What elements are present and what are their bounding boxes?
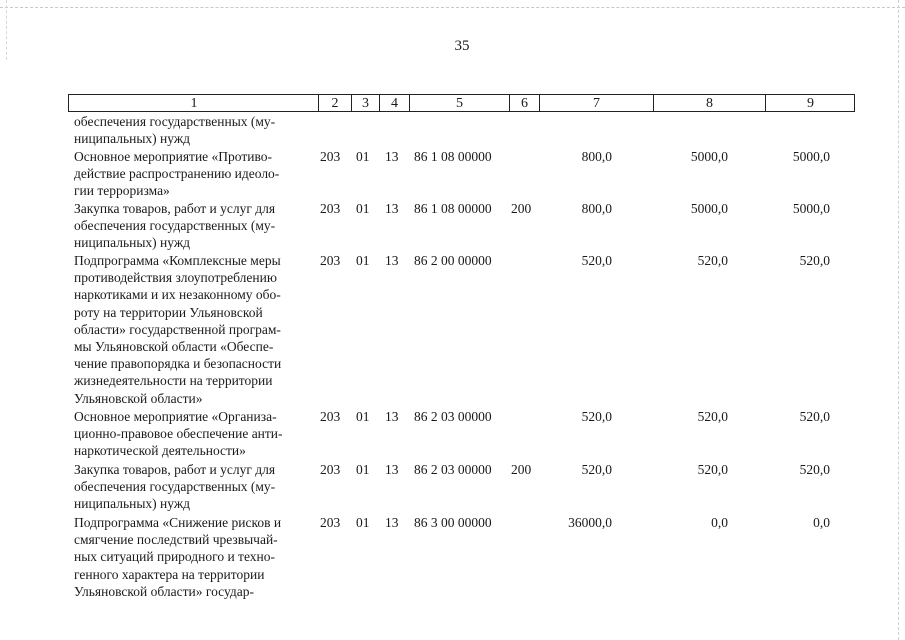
header-cell-9: 9	[765, 95, 855, 112]
name-line: гии терроризма»	[74, 183, 170, 199]
cell-pr: 01	[356, 515, 370, 530]
table-row-name	[74, 200, 310, 252]
cell-csr: 86 2 03 00000	[414, 409, 492, 424]
header-cell-8: 8	[653, 95, 765, 112]
cell-pr: 01	[356, 253, 370, 268]
cell-col4: 13	[385, 201, 399, 216]
name-line: противодействия злоупотреблению	[74, 270, 277, 286]
name-line: ных ситуаций природного и техно-	[74, 549, 275, 565]
scan-edge-top	[0, 7, 905, 8]
cell-sum-8: 0,0	[711, 515, 728, 530]
cell-rz: 203	[320, 201, 341, 216]
name-line: обеспечения государственных (му-	[74, 218, 276, 234]
cell-rz: 203	[320, 515, 341, 530]
header-cell-2: 2	[318, 95, 351, 112]
cell-sum-8: 520,0	[697, 409, 728, 424]
name-line: смягчение последствий чрезвычай-	[74, 532, 278, 548]
cell-csr: 86 1 08 00000	[414, 149, 492, 164]
cell-rz: 203	[320, 253, 341, 268]
cell-sum-7: 800,0	[581, 201, 612, 216]
cell-vr: 200	[511, 201, 532, 216]
cell-sum-8: 5000,0	[690, 149, 728, 164]
cell-csr: 86 2 03 00000	[414, 462, 492, 477]
cell-sum-7: 520,0	[581, 462, 612, 477]
header-cell-7: 7	[539, 95, 653, 112]
cell-rz: 203	[320, 149, 341, 164]
cell-pr: 01	[356, 149, 370, 164]
name-line: наркотиками и их незаконному обо-	[74, 287, 281, 303]
name-line: обеспечения государственных (му-	[74, 114, 276, 129]
name-line: Подпрограмма «Комплексные меры	[74, 253, 281, 268]
cell-col4: 13	[385, 253, 399, 268]
cell-sum-8: 5000,0	[690, 201, 728, 216]
header-cell-3: 3	[351, 95, 379, 112]
name-line: обеспечения государственных (му-	[74, 479, 276, 495]
cell-csr: 86 1 08 00000	[414, 201, 492, 216]
name-line: Подпрограмма «Снижение рисков и	[74, 515, 282, 530]
cell-rz: 203	[320, 409, 341, 424]
name-line: жизнедеятельности на территории	[74, 373, 273, 389]
cell-sum-9: 520,0	[799, 462, 830, 477]
table-row-name	[74, 113, 310, 147]
cell-sum-9: 5000,0	[792, 201, 830, 216]
header-cell-4: 4	[379, 95, 409, 112]
table-row-name	[74, 148, 310, 200]
cell-sum-9: 0,0	[813, 515, 830, 530]
cell-pr: 01	[356, 462, 370, 477]
header-cell-6: 6	[509, 95, 539, 112]
table-row-name	[74, 408, 310, 460]
name-line: мы Ульяновской области «Обеспе-	[74, 339, 274, 355]
cell-csr: 86 3 00 00000	[414, 515, 492, 530]
page-number: 35	[454, 38, 470, 54]
name-line: Закупка товаров, работ и услуг для	[74, 201, 276, 216]
name-line: ционно-правовое обеспечение анти-	[74, 426, 283, 442]
cell-pr: 01	[356, 409, 370, 424]
name-line: области» государственной програм-	[74, 321, 281, 337]
cell-csr: 86 2 00 00000	[414, 253, 492, 268]
name-line: генного характера на территории	[74, 566, 265, 582]
table-row-name	[74, 514, 310, 600]
cell-pr: 01	[356, 201, 370, 216]
scan-edge-left	[6, 0, 7, 60]
name-line: чение правопорядка и безопасности	[74, 356, 282, 372]
cell-sum-9: 520,0	[799, 409, 830, 424]
name-line: действие распространению идеоло-	[74, 166, 280, 182]
name-line: Ульяновской области» государ-	[74, 583, 254, 599]
header-cell-5: 5	[409, 95, 509, 112]
name-line: Основное мероприятие «Противо-	[74, 149, 273, 164]
name-line: ниципальных) нужд	[74, 235, 191, 251]
cell-col4: 13	[385, 409, 399, 424]
scan-edge-right	[898, 0, 899, 640]
cell-sum-8: 520,0	[697, 253, 728, 268]
cell-col4: 13	[385, 462, 399, 477]
cell-sum-7: 800,0	[581, 149, 612, 164]
name-line: наркотической деятельности»	[74, 443, 246, 459]
cell-sum-9: 520,0	[799, 253, 830, 268]
name-line: Ульяновской области»	[74, 390, 203, 406]
cell-sum-8: 520,0	[697, 462, 728, 477]
cell-sum-7: 520,0	[581, 409, 612, 424]
cell-col4: 13	[385, 149, 399, 164]
cell-sum-7: 520,0	[581, 253, 612, 268]
name-line: роту на территории Ульяновской	[74, 304, 263, 320]
cell-sum-7: 36000,0	[568, 515, 612, 530]
name-line: ниципальных) нужд	[74, 131, 191, 147]
cell-vr: 200	[511, 462, 532, 477]
table-header	[68, 94, 855, 112]
table-row-name	[74, 252, 310, 407]
cell-col4: 13	[385, 515, 399, 530]
name-line: ниципальных) нужд	[74, 496, 191, 512]
header-cell-1: 1	[190, 96, 198, 111]
name-line: Основное мероприятие «Организа-	[74, 409, 277, 424]
cell-sum-9: 5000,0	[792, 149, 830, 164]
table-row-name	[74, 461, 310, 513]
name-line: Закупка товаров, работ и услуг для	[74, 462, 276, 477]
cell-rz: 203	[320, 462, 341, 477]
